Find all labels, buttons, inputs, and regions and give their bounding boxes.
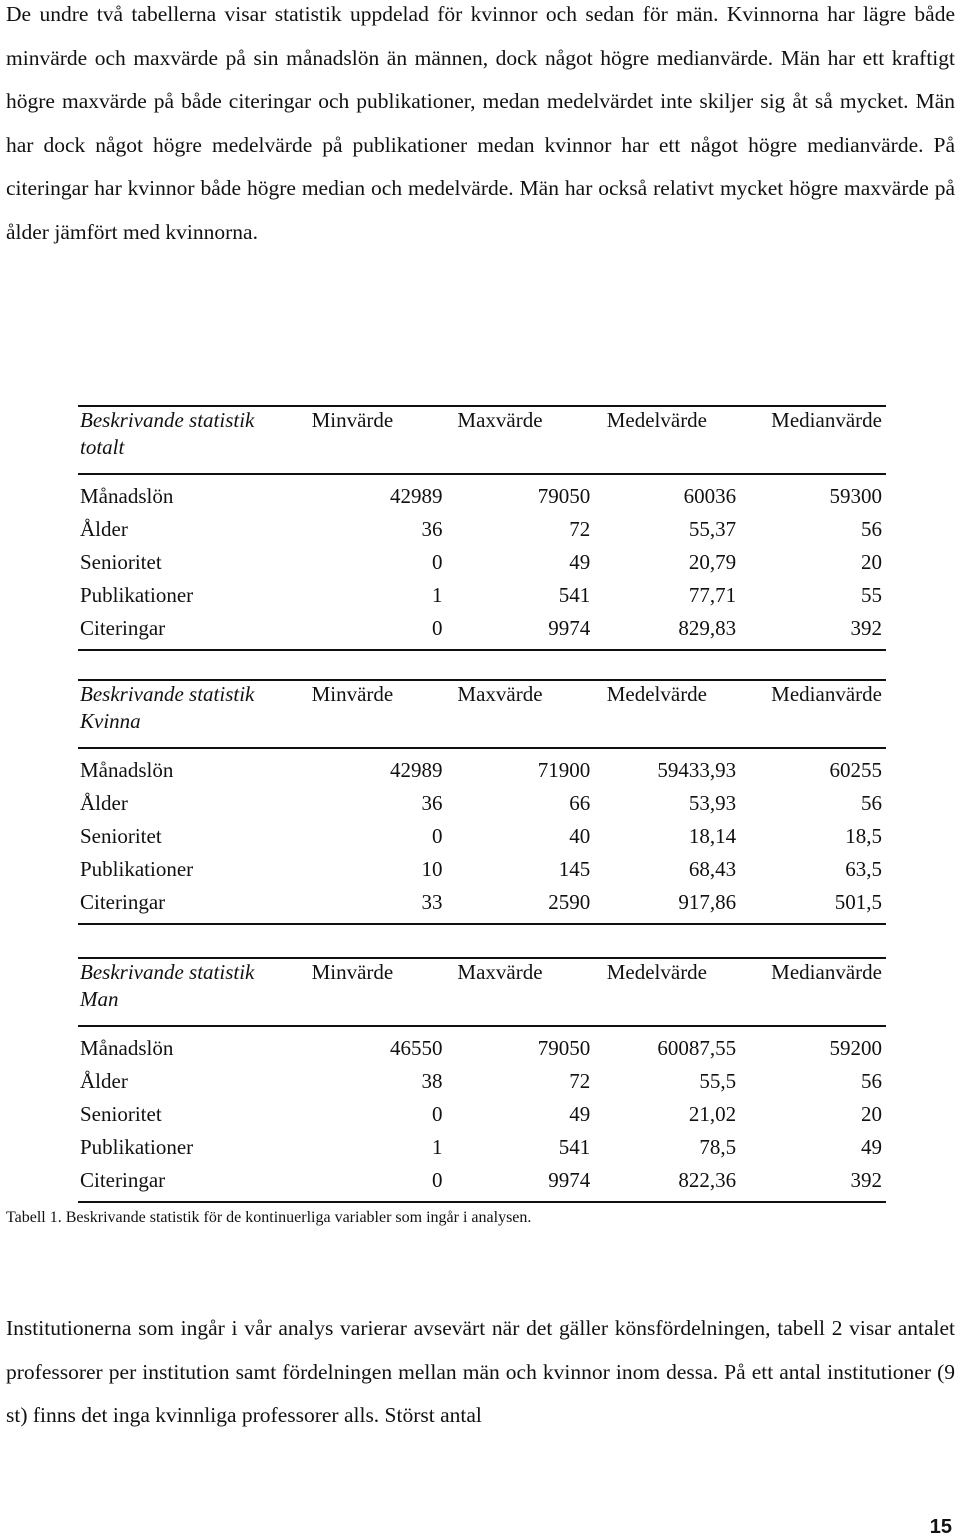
- row-label: Ålder: [80, 517, 128, 541]
- cell-median: 56: [861, 1069, 882, 1093]
- table-title-line2: totalt: [80, 435, 125, 459]
- cell-median: 20: [861, 1102, 882, 1126]
- column-min-header: Minvärde: [311, 408, 394, 432]
- cell-median: 20: [861, 550, 882, 574]
- table-row: [78, 579, 886, 612]
- table-row: [78, 513, 886, 546]
- cell-mean: 829,83: [678, 616, 737, 640]
- cell-median: 56: [861, 517, 882, 541]
- table-row: [78, 1026, 886, 1065]
- cell-max: 49: [569, 550, 591, 574]
- cell-max: 541: [558, 1135, 591, 1159]
- cell-mean: 917,86: [678, 890, 737, 914]
- table-row: [78, 1131, 886, 1164]
- cell-max: 49: [569, 1102, 591, 1126]
- row-label: Ålder: [80, 1069, 128, 1093]
- table-header-row: [78, 958, 886, 1026]
- cell-min: 10: [421, 857, 443, 881]
- table-row: [78, 748, 886, 787]
- column-mean-header: Medelvärde: [606, 960, 708, 984]
- cell-mean: 55,37: [688, 517, 737, 541]
- table-title-line1: Beskrivande statistik: [80, 408, 255, 432]
- table-row: [78, 1164, 886, 1202]
- table-title-line1: Beskrivande statistik: [80, 682, 255, 706]
- cell-median: 392: [850, 616, 882, 640]
- cell-min: 1: [431, 1135, 443, 1159]
- cell-min: 42989: [389, 484, 443, 508]
- row-label: Senioritet: [80, 550, 162, 574]
- cell-min: 38: [421, 1069, 443, 1093]
- stats-table-men: [78, 957, 886, 1203]
- stats-table-women: [78, 679, 886, 925]
- table-title: [78, 680, 310, 748]
- cell-median: 59300: [829, 484, 882, 508]
- table-row: [78, 1065, 886, 1098]
- row-label: Månadslön: [80, 1036, 174, 1060]
- cell-min: 42989: [389, 758, 443, 782]
- body-paragraph: Institutionerna som ingår i vår analys varierar avsevärt när det gäller könsfördelningen, tabell 2 visar antalet professorer per institution samt fördelningen mellan män och kvinnor inom dessa. På ett antal institutioner (9 st) finns det inga kvinnliga professorer alls. Störst antal: [6, 1316, 955, 1427]
- cell-mean: 78,5: [699, 1135, 737, 1159]
- cell-min: 0: [431, 1168, 443, 1192]
- row-label: Månadslön: [80, 484, 174, 508]
- row-label: Publikationer: [80, 583, 194, 607]
- cell-mean: 21,02: [688, 1102, 737, 1126]
- cell-min: 0: [431, 824, 443, 848]
- table-title-line2: Kvinna: [80, 709, 141, 733]
- table-header-row: [78, 406, 886, 474]
- cell-min: 46550: [389, 1036, 443, 1060]
- cell-max: 71900: [537, 758, 591, 782]
- table-row: [78, 853, 886, 886]
- cell-median: 56: [861, 791, 882, 815]
- table-row: [78, 1098, 886, 1131]
- column-max-header: Maxvärde: [457, 682, 543, 706]
- cell-min: 36: [421, 791, 443, 815]
- row-label: Senioritet: [80, 1102, 162, 1126]
- column-mean-header: Medelvärde: [606, 408, 708, 432]
- cell-min: 33: [421, 890, 443, 914]
- cell-median: 49: [861, 1135, 882, 1159]
- table-row: [78, 820, 886, 853]
- row-label: Citeringar: [80, 890, 166, 914]
- cell-max: 40: [569, 824, 591, 848]
- row-label: Senioritet: [80, 824, 162, 848]
- cell-max: 2590: [548, 890, 591, 914]
- column-min-header: Minvärde: [311, 960, 394, 984]
- row-label: Publikationer: [80, 857, 194, 881]
- column-mean-header: Medelvärde: [606, 682, 708, 706]
- table-title-line2: Man: [80, 987, 119, 1011]
- cell-mean: 55,5: [699, 1069, 737, 1093]
- cell-min: 0: [431, 1102, 443, 1126]
- cell-max: 79050: [537, 484, 591, 508]
- cell-max: 79050: [537, 1036, 591, 1060]
- column-max-header: Maxvärde: [457, 960, 543, 984]
- stats-table-total: [78, 405, 886, 651]
- table-row: [78, 546, 886, 579]
- cell-min: 1: [431, 583, 443, 607]
- table-title: [78, 958, 310, 1026]
- column-min-header: Minvärde: [311, 682, 394, 706]
- cell-median: 501,5: [834, 890, 882, 914]
- cell-mean: 18,14: [688, 824, 737, 848]
- cell-min: 0: [431, 616, 443, 640]
- table-title-line1: Beskrivande statistik: [80, 960, 255, 984]
- cell-mean: 20,79: [688, 550, 737, 574]
- cell-mean: 59433,93: [657, 758, 737, 782]
- cell-mean: 60036: [683, 484, 737, 508]
- table-row: [78, 886, 886, 924]
- table-row: [78, 474, 886, 513]
- row-label: Citeringar: [80, 1168, 166, 1192]
- row-label: Publikationer: [80, 1135, 194, 1159]
- cell-max: 72: [569, 1069, 591, 1093]
- cell-median: 63,5: [845, 857, 882, 881]
- table-caption: Tabell 1. Beskrivande statistik för de kontinuerliga variabler som ingår i analysen.: [6, 1209, 532, 1226]
- table-header-row: [78, 680, 886, 748]
- cell-min: 0: [431, 550, 443, 574]
- column-median-header: Medianvärde: [771, 682, 882, 706]
- cell-min: 36: [421, 517, 443, 541]
- cell-max: 541: [558, 583, 591, 607]
- row-label: Ålder: [80, 791, 128, 815]
- column-headers: [310, 680, 886, 748]
- cell-max: 72: [569, 517, 591, 541]
- cell-mean: 68,43: [688, 857, 737, 881]
- column-median-header: Medianvärde: [771, 408, 882, 432]
- page-number: 15: [929, 1516, 952, 1538]
- cell-mean: 60087,55: [657, 1036, 737, 1060]
- cell-mean: 77,71: [688, 583, 737, 607]
- cell-max: 9974: [548, 616, 591, 640]
- cell-median: 55: [861, 583, 882, 607]
- table-row: [78, 612, 886, 650]
- table-row: [78, 787, 886, 820]
- column-max-header: Maxvärde: [457, 408, 543, 432]
- table-title: [78, 406, 310, 474]
- cell-max: 9974: [548, 1168, 591, 1192]
- cell-median: 59200: [829, 1036, 882, 1060]
- intro-paragraph: De undre två tabellerna visar statistik uppdelad för kvinnor och sedan för män. Kvinnorna har lägre både minvärde och maxvärde på sin månadslön än männen, dock något högre medianvärde. Män har ett kraftigt högre maxvärde på både citeringar och publikationer, medan medelvärdet inte skiljer sig åt så mycket. Män har dock något högre medelvärde på publikationer medan kvinnor har ett något högre medianvärde. På citeringar har kvinnor både högre median och medelvärde. Män har också relativt mycket högre maxvärde på ålder jämfört med kvinnorna.: [6, 2, 955, 244]
- cell-median: 18,5: [845, 824, 882, 848]
- column-headers: [310, 958, 886, 1026]
- column-headers: [310, 406, 886, 474]
- cell-max: 66: [569, 791, 591, 815]
- cell-max: 145: [558, 857, 591, 881]
- row-label: Månadslön: [80, 758, 174, 782]
- column-median-header: Medianvärde: [771, 960, 882, 984]
- cell-median: 392: [850, 1168, 882, 1192]
- cell-mean: 53,93: [688, 791, 737, 815]
- cell-median: 60255: [829, 758, 882, 782]
- row-label: Citeringar: [80, 616, 166, 640]
- cell-mean: 822,36: [678, 1168, 737, 1192]
